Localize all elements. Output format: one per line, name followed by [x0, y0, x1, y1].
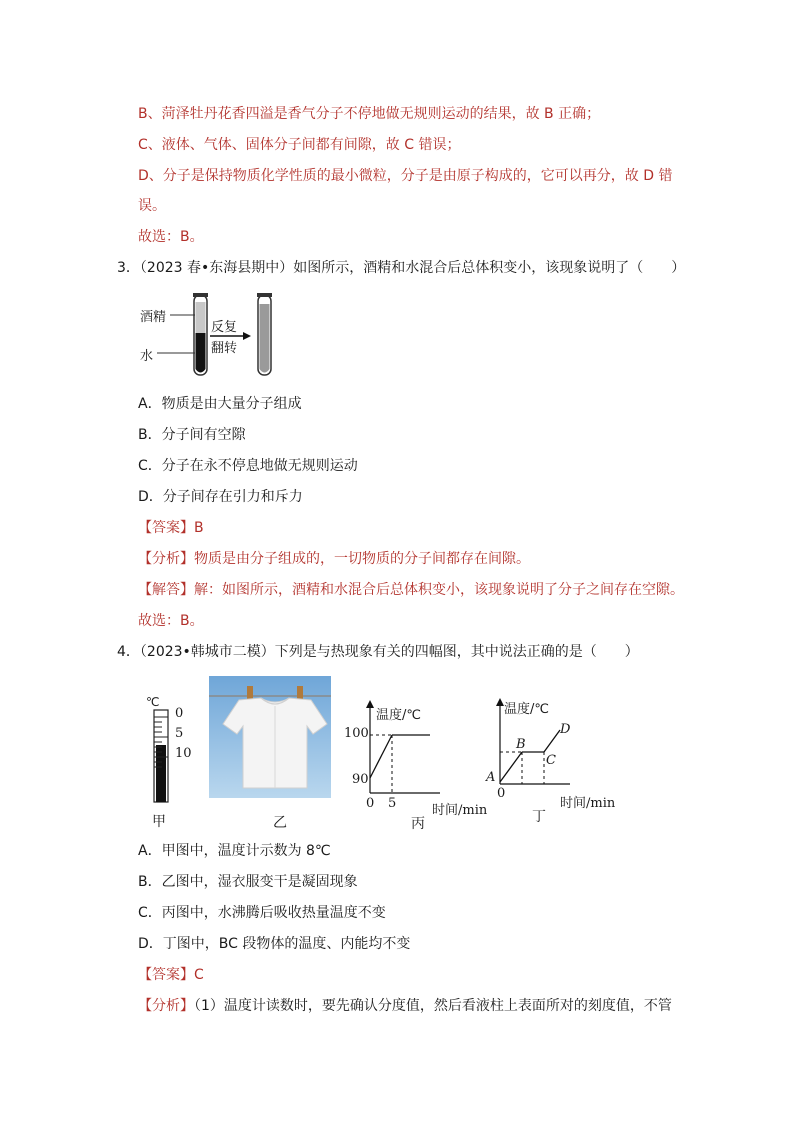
- prev-choice: 故选：B。: [138, 229, 204, 245]
- q3-stem: 3．（2023 春•东海县期中）如图所示，酒精和水混合后总体积变小，该现象说明了（ ）: [117, 260, 686, 276]
- label-water: 水: [140, 349, 154, 364]
- q3-option-c: C．分子在永不停息地做无规则运动: [138, 458, 358, 474]
- q4-option-b: B．乙图中，湿衣服变干是凝固现象: [138, 874, 358, 890]
- bing-x-0: 0: [366, 796, 375, 811]
- answer-value: B: [194, 520, 204, 536]
- analysis-option-b: B、菏泽牡丹花香四溢是香气分子不停地做无规则运动的结果，故 B 正确；: [138, 106, 601, 122]
- analysis-text: （1）温度计读数时，要先确认分度值，然后看液柱上表面所对的刻度值，不管: [194, 998, 672, 1014]
- q4-option-a: A．甲图中，温度计示数为 8℃: [138, 843, 331, 859]
- q4-option-c: C．丙图中，水沸腾后吸收热量温度不变: [138, 905, 386, 921]
- q4-stem: 4．（2023•韩城市二模）下列是与热现象有关的四幅图，其中说法正确的是（ ）: [117, 644, 639, 660]
- q4-analysis: [138, 996, 672, 1016]
- ding-xlabel: 时间/min: [560, 796, 616, 811]
- bing-xlabel: 时间/min: [432, 803, 488, 818]
- ding-origin: 0: [497, 786, 506, 801]
- solution-tag: 【解答】: [138, 582, 194, 598]
- analysis-tag: 【分析】: [138, 998, 194, 1014]
- caption-bing: 丙: [411, 816, 425, 832]
- thermo-tick-10: 10: [175, 746, 192, 761]
- analysis-tag: 【分析】: [138, 551, 194, 567]
- answer-value: C: [194, 967, 204, 983]
- analysis-option-d-line1: D、分子是保持物质化学性质的最小微粒，分子是由原子构成的，它可以再分，故 D 错: [138, 168, 673, 184]
- bing-ylabel: 温度/℃: [376, 708, 421, 723]
- caption-ding: 丁: [532, 809, 546, 825]
- q3-analysis: [138, 549, 530, 569]
- q3-option-a: A．物质是由大量分子组成: [138, 396, 302, 412]
- analysis-option-d-line2: 误。: [138, 198, 166, 214]
- analysis-option-c: C、液体、气体、固体分子间都有间隙，故 C 错误；: [138, 137, 461, 153]
- fig-yi-shirt-photo: [209, 676, 331, 831]
- analysis-text: 物质是由分子组成的，一切物质的分子间都存在间隙。: [194, 551, 530, 567]
- label-alcohol: 酒精: [140, 310, 167, 325]
- thermo-tick-0: 0: [175, 706, 184, 721]
- caption-yi: 乙: [273, 815, 287, 831]
- fig-jia-thermometer: [142, 695, 202, 830]
- q3-choice: 故选：B。: [138, 613, 204, 629]
- ding-point-d: D: [560, 722, 571, 737]
- q4-answer: [138, 965, 204, 985]
- thermo-tick-5: 5: [175, 726, 184, 741]
- caption-jia: 甲: [152, 814, 166, 830]
- fig-ding-graph: [482, 694, 642, 829]
- fig-bing-graph: [340, 698, 500, 833]
- answer-tag: 【答案】: [138, 967, 194, 983]
- q3-answer: [138, 518, 204, 538]
- bing-x-5: 5: [388, 796, 397, 811]
- arrow-text-2: 翻转: [211, 341, 238, 356]
- q3-option-b: B．分子间有空隙: [138, 427, 246, 443]
- q3-option-d: D．分子间存在引力和斥力: [138, 489, 303, 505]
- ding-ylabel: 温度/℃: [504, 702, 549, 717]
- solution-text: 解：如图所示，酒精和水混合后总体积变小，该现象说明了分子之间存在空隙。: [194, 582, 684, 598]
- ding-point-b: B: [516, 737, 526, 752]
- ding-point-a: A: [486, 770, 496, 785]
- q4-option-d: D．丁图中，BC 段物体的温度、内能均不变: [138, 936, 411, 952]
- q3-solution: [138, 580, 684, 600]
- q3-figure: [135, 290, 295, 380]
- thermo-unit: ℃: [146, 695, 160, 709]
- answer-tag: 【答案】: [138, 520, 194, 536]
- arrow-text-1: 反复: [211, 320, 238, 335]
- bing-y-100: 100: [344, 726, 369, 741]
- ding-point-c: C: [546, 753, 556, 768]
- bing-y-90: 90: [352, 772, 369, 787]
